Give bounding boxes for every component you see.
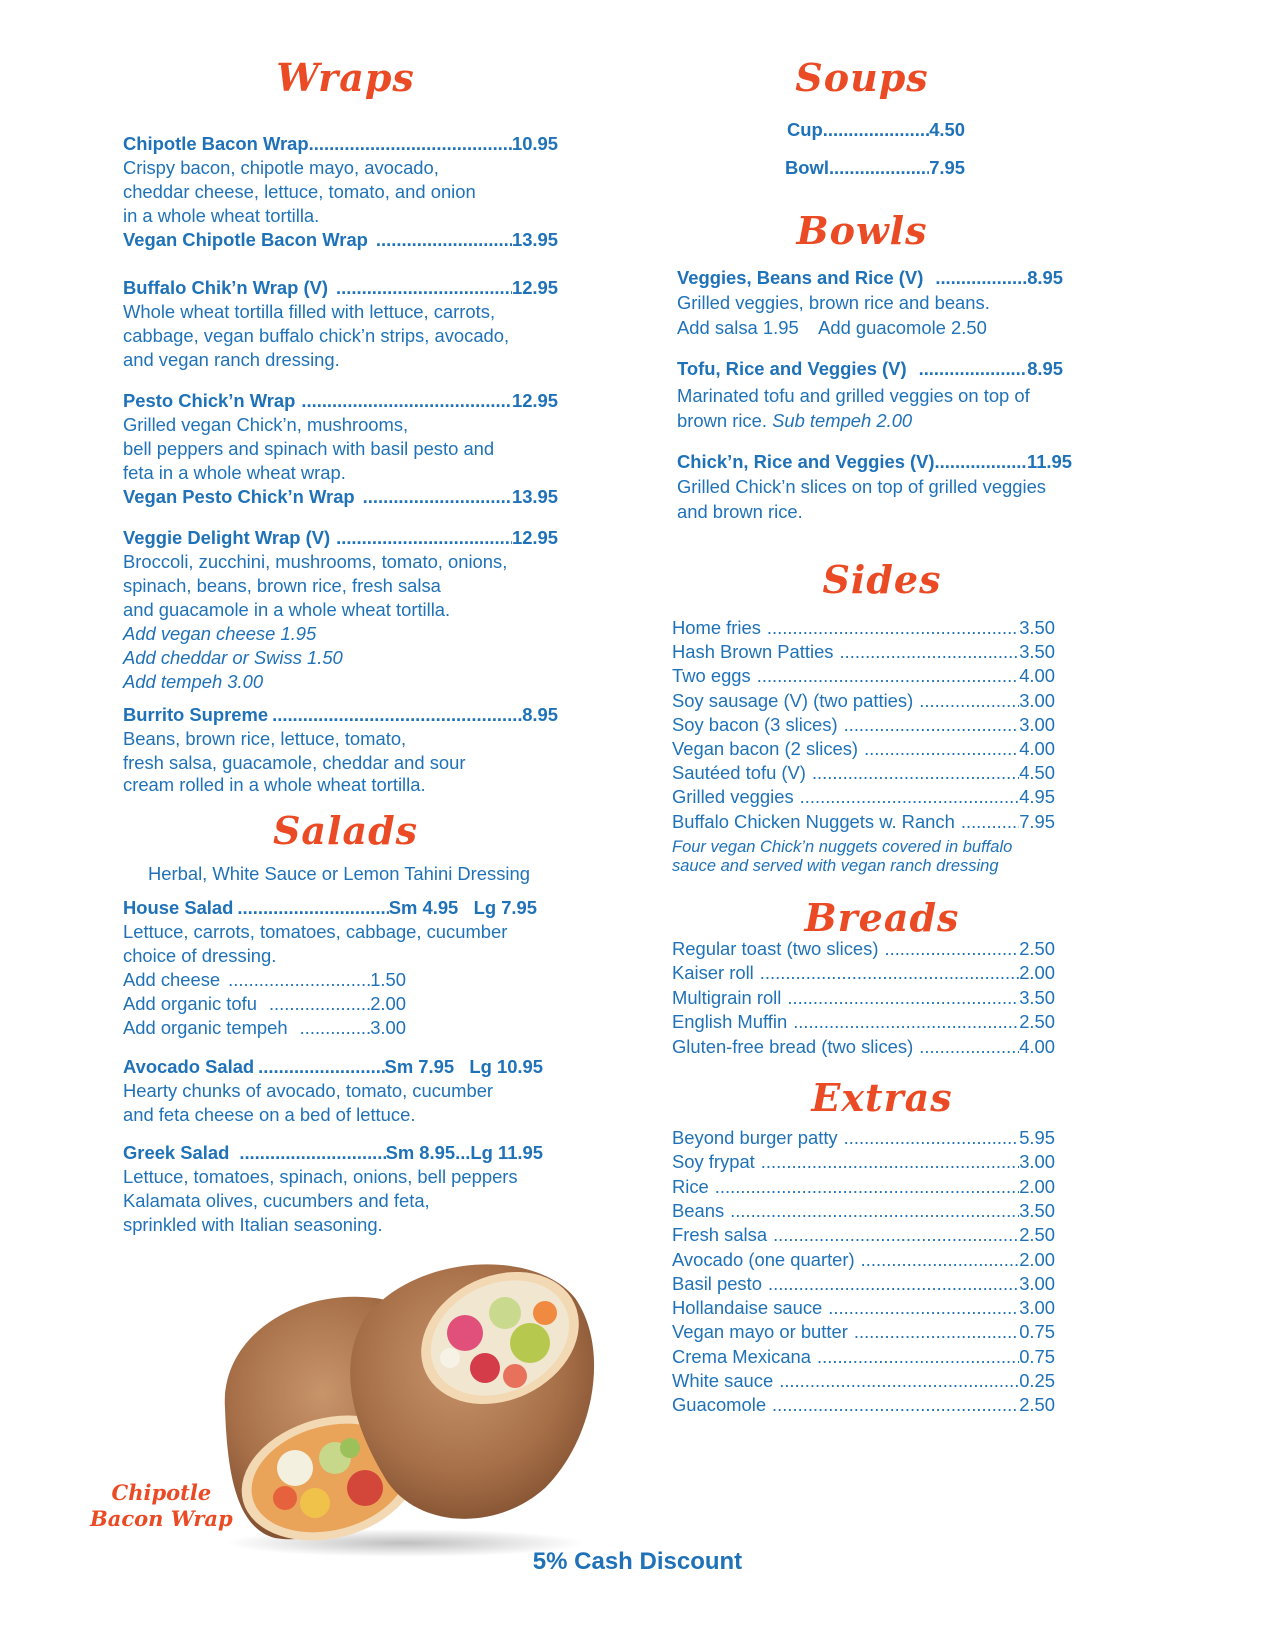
item-description: feta in a whole wheat wrap. [123, 462, 346, 483]
item-description: and vegan ranch dressing. [123, 349, 340, 370]
item-description: choice of dressing. [123, 945, 277, 966]
item-addon: Add cheddar or Swiss 1.50 [123, 647, 343, 668]
menu-item: Beans ..... 3.50 [672, 1199, 1055, 1223]
item-description: Broccoli, zucchini, mushrooms, tomato, onions, [123, 551, 508, 572]
menu-item: Beyond burger patty ..... 5.95 [672, 1126, 1055, 1150]
photo-caption: Chipotle Bacon Wrap [90, 1480, 233, 1531]
menu-item: Veggies, Beans and Rice (V) ..... 8.95 [677, 266, 1063, 290]
menu-item: Burrito Supreme ..... 8.95 [123, 703, 558, 727]
menu-item: Gluten-free bread (two slices) ..... 4.00 [672, 1035, 1055, 1059]
menu-item: Chick’n, Rice and Veggies (V) ..... 11.95 [677, 450, 1072, 474]
menu-item: Basil pesto ..... 3.00 [672, 1272, 1055, 1296]
menu-item: Two eggs ..... 4.00 [672, 664, 1055, 688]
sides-title: Sides [822, 557, 942, 602]
menu-item: Multigrain roll ..... 3.50 [672, 986, 1055, 1010]
menu-item: Home fries ..... 3.50 [672, 616, 1055, 640]
item-description: and guacamole in a whole wheat tortilla. [123, 599, 451, 620]
chipotle-wrap-photo [215, 1258, 625, 1558]
menu-item: Chipotle Bacon Wrap ..... 10.95 [123, 132, 558, 156]
menu-item: Veggie Delight Wrap (V) ..... 12.95 [123, 526, 558, 550]
menu-item: Grilled veggies ..... 4.95 [672, 785, 1055, 809]
item-description: cheddar cheese, lettuce, tomato, and onion [123, 181, 476, 202]
item-addon: Add salsa 1.95 Add guacomole 2.50 [677, 317, 987, 338]
soups-title: Soups [795, 55, 929, 100]
menu-item: Vegan bacon (2 slices) ..... 4.00 [672, 737, 1055, 761]
menu-item: Crema Mexicana ..... 0.75 [672, 1345, 1055, 1369]
item-addon: Add vegan cheese 1.95 [123, 623, 317, 644]
menu-item: Buffalo Chik’n Wrap (V) ..... 12.95 [123, 276, 558, 300]
menu-item: Vegan Pesto Chick’n Wrap ..... 13.95 [123, 485, 558, 509]
item-description: Grilled vegan Chick’n, mushrooms, [123, 414, 409, 435]
menu-item: Soy frypat ..... 3.00 [672, 1150, 1055, 1174]
breads-title: Breads [804, 895, 960, 940]
item-description: Marinated tofu and grilled veggies on top of [677, 385, 1030, 406]
bowls-title: Bowls [796, 208, 928, 253]
menu-item: Bowl ..... 7.95 [785, 156, 965, 180]
menu-item: House Salad ..... Sm 4.95 Lg 7.95 [123, 896, 537, 920]
menu-item: Fresh salsa ..... 2.50 [672, 1223, 1055, 1247]
item-addon: Add cheese ..... 1.50 [123, 968, 406, 992]
menu-item: English Muffin ..... 2.50 [672, 1010, 1055, 1034]
cash-discount-note: 5% Cash Discount [532, 1548, 743, 1575]
item-description: spinach, beans, brown rice, fresh salsa [123, 575, 441, 596]
item-description: sprinkled with Italian seasoning. [123, 1214, 383, 1235]
item-description: brown rice. Sub tempeh 2.00 [677, 410, 913, 431]
item-description: in a whole wheat tortilla. [123, 205, 320, 226]
item-addon: Add organic tofu ..... 2.00 [123, 992, 406, 1016]
menu-item: White sauce ..... 0.25 [672, 1369, 1055, 1393]
wraps-title: Wraps [276, 55, 415, 100]
menu-item: Greek Salad ..... Sm 8.95...Lg 11.95 [123, 1141, 543, 1165]
menu-item: Vegan Chipotle Bacon Wrap ..... 13.95 [123, 228, 558, 252]
item-description: Whole wheat tortilla filled with lettuce, carrots, [123, 301, 496, 322]
dressing-options: Herbal, White Sauce or Lemon Tahini Dressing [148, 863, 530, 884]
item-addon: Add organic tempeh ..... 3.00 [123, 1016, 406, 1040]
menu-item: Cup ..... 4.50 [787, 118, 965, 142]
item-description: bell peppers and spinach with basil pesto and [123, 438, 495, 459]
item-description: Beans, brown rice, lettuce, tomato, [123, 728, 407, 749]
item-description: cream rolled in a whole wheat tortilla. [123, 774, 426, 795]
menu-item: Soy sausage (V) (two patties) ..... 3.00 [672, 689, 1055, 713]
menu-item: Sautéed tofu (V) ..... 4.50 [672, 761, 1055, 785]
menu-item: Kaiser roll ..... 2.00 [672, 961, 1055, 985]
item-note: sauce and served with vegan ranch dressing [672, 857, 999, 875]
item-description: and feta cheese on a bed of lettuce. [123, 1104, 416, 1125]
item-description: Grilled Chick’n slices on top of grilled veggies [677, 476, 1047, 497]
menu-item: Avocado (one quarter) ..... 2.00 [672, 1248, 1055, 1272]
menu-item: Pesto Chick’n Wrap ..... 12.95 [123, 389, 558, 413]
menu-item: Hollandaise sauce ..... 3.00 [672, 1296, 1055, 1320]
item-description: fresh salsa, guacamole, cheddar and sour [123, 752, 466, 773]
item-description: Hearty chunks of avocado, tomato, cucumber [123, 1080, 494, 1101]
menu-item: Regular toast (two slices) ..... 2.50 [672, 937, 1055, 961]
menu-item: Vegan mayo or butter ..... 0.75 [672, 1320, 1055, 1344]
menu-item: Soy bacon (3 slices) ..... 3.00 [672, 713, 1055, 737]
item-addon: Add tempeh 3.00 [123, 671, 264, 692]
menu-item: Rice ..... 2.00 [672, 1175, 1055, 1199]
item-description: and brown rice. [677, 501, 803, 522]
item-note: Four vegan Chick’n nuggets covered in buffalo [672, 838, 1013, 856]
menu-item: Buffalo Chicken Nuggets w. Ranch ..... 7.95 [672, 810, 1055, 834]
item-description: cabbage, vegan buffalo chick’n strips, avocado, [123, 325, 510, 346]
item-description: Lettuce, tomatoes, spinach, onions, bell peppers [123, 1166, 518, 1187]
item-description: Crispy bacon, chipotle mayo, avocado, [123, 157, 439, 178]
item-description: Kalamata olives, cucumbers and feta, [123, 1190, 430, 1211]
menu-item: Hash Brown Patties ..... 3.50 [672, 640, 1055, 664]
menu-item: Tofu, Rice and Veggies (V) ..... 8.95 [677, 357, 1063, 381]
item-description: Lettuce, carrots, tomatoes, cabbage, cucumber [123, 921, 508, 942]
item-description: Grilled veggies, brown rice and beans. [677, 292, 990, 313]
extras-title: Extras [811, 1075, 953, 1120]
menu-item: Guacomole ..... 2.50 [672, 1393, 1055, 1417]
menu-item: Avocado Salad ..... Sm 7.95 Lg 10.95 [123, 1055, 543, 1079]
salads-title: Salads [272, 808, 419, 853]
